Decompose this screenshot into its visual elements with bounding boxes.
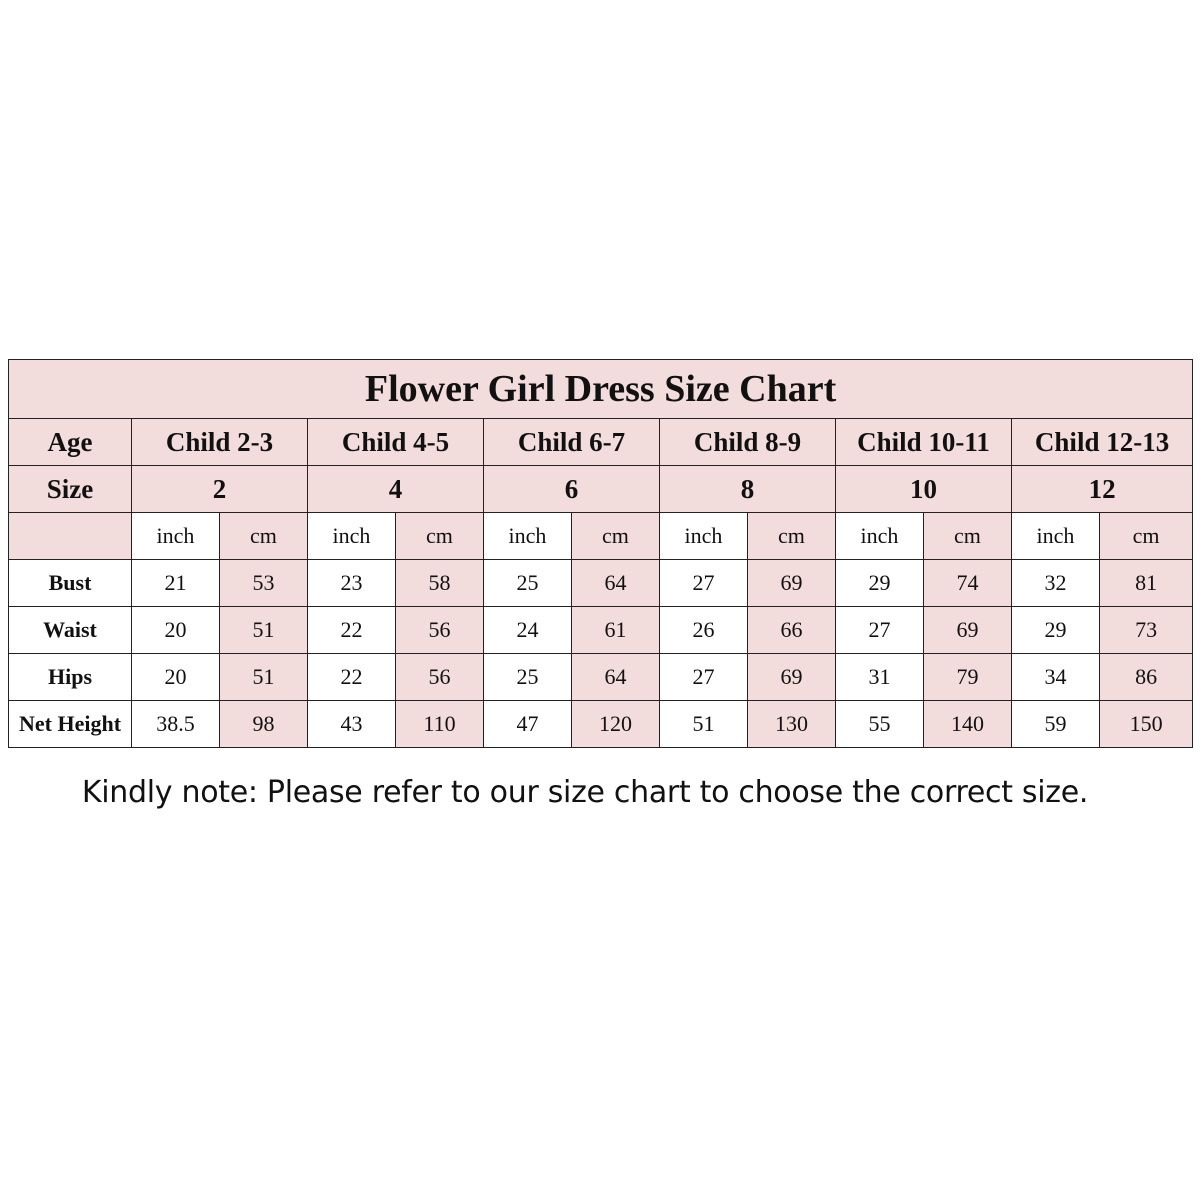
- value-cell: 29: [836, 560, 924, 607]
- unit-row: [9, 513, 1193, 560]
- value-cell: 73: [1100, 607, 1193, 654]
- unit-cm: cm: [220, 513, 308, 560]
- unit-inch: inch: [836, 513, 924, 560]
- value-cell: 79: [924, 654, 1012, 701]
- value-cell: 27: [660, 654, 748, 701]
- unit-cm: cm: [924, 513, 1012, 560]
- value-cell: 32: [1012, 560, 1100, 607]
- measurement-row-hips: [9, 654, 1193, 701]
- value-cell: 56: [396, 607, 484, 654]
- value-cell: 27: [660, 560, 748, 607]
- measurement-row-net-height: [9, 701, 1193, 748]
- unit-row-label-cell: [9, 513, 132, 560]
- value-cell: 64: [572, 560, 660, 607]
- value-cell: 53: [220, 560, 308, 607]
- value-cell: 130: [748, 701, 836, 748]
- unit-cm: cm: [572, 513, 660, 560]
- chart-title: Flower Girl Dress Size Chart: [9, 360, 1193, 419]
- value-cell: 43: [308, 701, 396, 748]
- value-cell: 22: [308, 654, 396, 701]
- unit-inch: inch: [484, 513, 572, 560]
- value-cell: 29: [1012, 607, 1100, 654]
- row-label: Net Height: [9, 701, 132, 748]
- value-cell: 25: [484, 560, 572, 607]
- size-row: [9, 466, 1193, 513]
- value-cell: 59: [1012, 701, 1100, 748]
- age-header: Child 6-7: [484, 419, 660, 466]
- value-cell: 86: [1100, 654, 1193, 701]
- size-header: 2: [132, 466, 308, 513]
- row-label: Waist: [9, 607, 132, 654]
- age-row: [9, 419, 1193, 466]
- age-label: Age: [9, 419, 132, 466]
- value-cell: 69: [748, 560, 836, 607]
- unit-cm: cm: [748, 513, 836, 560]
- size-header: 8: [660, 466, 836, 513]
- value-cell: 22: [308, 607, 396, 654]
- size-header: 12: [1012, 466, 1193, 513]
- value-cell: 98: [220, 701, 308, 748]
- unit-cm: cm: [396, 513, 484, 560]
- row-label: Hips: [9, 654, 132, 701]
- value-cell: 55: [836, 701, 924, 748]
- value-cell: 26: [660, 607, 748, 654]
- value-cell: 61: [572, 607, 660, 654]
- value-cell: 51: [220, 607, 308, 654]
- measurement-row-waist: [9, 607, 1193, 654]
- size-header: 10: [836, 466, 1012, 513]
- value-cell: 64: [572, 654, 660, 701]
- value-cell: 150: [1100, 701, 1193, 748]
- value-cell: 27: [836, 607, 924, 654]
- value-cell: 51: [660, 701, 748, 748]
- value-cell: 66: [748, 607, 836, 654]
- size-label: Size: [9, 466, 132, 513]
- age-header: Child 4-5: [308, 419, 484, 466]
- size-header: 4: [308, 466, 484, 513]
- value-cell: 81: [1100, 560, 1193, 607]
- unit-inch: inch: [132, 513, 220, 560]
- value-cell: 74: [924, 560, 1012, 607]
- value-cell: 34: [1012, 654, 1100, 701]
- unit-inch: inch: [308, 513, 396, 560]
- value-cell: 20: [132, 607, 220, 654]
- value-cell: 20: [132, 654, 220, 701]
- value-cell: 120: [572, 701, 660, 748]
- value-cell: 21: [132, 560, 220, 607]
- age-header: Child 12-13: [1012, 419, 1193, 466]
- value-cell: 140: [924, 701, 1012, 748]
- value-cell: 47: [484, 701, 572, 748]
- value-cell: 38.5: [132, 701, 220, 748]
- value-cell: 24: [484, 607, 572, 654]
- unit-cm: cm: [1100, 513, 1193, 560]
- age-header: Child 2-3: [132, 419, 308, 466]
- age-header: Child 10-11: [836, 419, 1012, 466]
- size-header: 6: [484, 466, 660, 513]
- value-cell: 25: [484, 654, 572, 701]
- value-cell: 56: [396, 654, 484, 701]
- unit-inch: inch: [1012, 513, 1100, 560]
- value-cell: 23: [308, 560, 396, 607]
- value-cell: 110: [396, 701, 484, 748]
- value-cell: 31: [836, 654, 924, 701]
- value-cell: 51: [220, 654, 308, 701]
- value-cell: 69: [748, 654, 836, 701]
- value-cell: 58: [396, 560, 484, 607]
- row-label: Bust: [9, 560, 132, 607]
- size-chart-table: [8, 359, 1193, 748]
- age-header: Child 8-9: [660, 419, 836, 466]
- unit-inch: inch: [660, 513, 748, 560]
- size-note: Kindly note: Please refer to our size chart to choose the correct size.: [81, 775, 1089, 810]
- measurement-row-bust: [9, 560, 1193, 607]
- value-cell: 69: [924, 607, 1012, 654]
